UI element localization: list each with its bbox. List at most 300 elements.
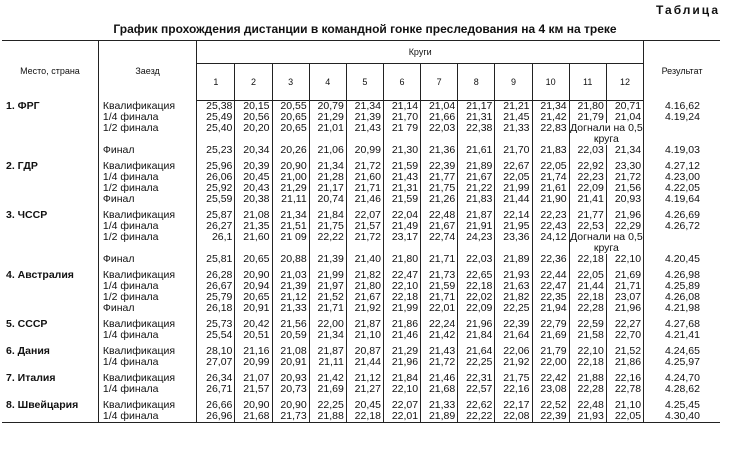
lap-time: 22,23 — [532, 210, 569, 221]
lap-time: 22,08 — [495, 411, 532, 423]
lap-time: 21,99 — [383, 303, 420, 314]
lap-time: 20,93 — [606, 194, 643, 205]
lap-time: 21,67 — [346, 292, 383, 303]
lap-time: 20,38 — [235, 194, 272, 205]
heat-name: Квалификация — [98, 101, 196, 113]
lap-time: 26,34 — [197, 373, 235, 384]
lap-time: 20,90 — [235, 400, 272, 411]
lap-time: 21,61 — [532, 183, 569, 194]
lap-time: 21,75 — [421, 183, 458, 194]
lap-time: 23,08 — [532, 384, 569, 395]
header-lap: 9 — [495, 64, 532, 101]
lap-time: 22,03 — [421, 123, 458, 145]
lap-time: 21,93 — [495, 270, 532, 281]
table-row — [2, 384, 720, 395]
lap-time: 25,79 — [197, 292, 235, 303]
header-lap: 11 — [569, 64, 606, 101]
lap-time: 21,42 — [309, 373, 346, 384]
result-time: 4.25,89 — [664, 280, 700, 292]
header-laps-group: Круги — [197, 41, 644, 64]
result-time: 4.26,69 — [664, 209, 700, 221]
lap-time: 21,61 — [458, 145, 495, 156]
lap-time: 21,34 — [272, 210, 309, 221]
lap-time: 21,66 — [421, 112, 458, 123]
lap-time: 21,84 — [309, 210, 346, 221]
results-table — [2, 40, 720, 423]
lap-time: 26,18 — [197, 303, 235, 314]
heat-name: 1/4 финала — [98, 411, 196, 423]
lap-time: 21,44 — [569, 281, 606, 292]
lap-time: 21,40 — [346, 254, 383, 265]
lap-time: 21,96 — [606, 210, 643, 221]
lap-time: 21,35 — [235, 221, 272, 232]
lap-time: 22,48 — [569, 400, 606, 411]
lap-time: 21,41 — [569, 194, 606, 205]
lap-time: 21,56 — [606, 183, 643, 194]
lap-time: 21,52 — [606, 346, 643, 357]
table-row — [2, 330, 720, 341]
lap-time: 21,44 — [495, 194, 532, 205]
result-time: 4.26,08 — [664, 291, 700, 303]
table-row — [2, 357, 720, 368]
lap-time: 20,93 — [272, 373, 309, 384]
lap-time: 21,39 — [346, 112, 383, 123]
lap-time: 21,14 — [383, 101, 420, 113]
lap-time: 20,26 — [272, 145, 309, 156]
header-lap: 6 — [383, 64, 420, 101]
lap-time: 22,52 — [532, 400, 569, 411]
lap-time: 22,28 — [569, 384, 606, 395]
team-place — [2, 172, 98, 183]
lap-time: 22,83 — [532, 123, 569, 145]
lap-time: 21,59 — [383, 161, 420, 172]
lap-time: 22,00 — [532, 357, 569, 368]
heat-name: 1/4 финала — [98, 357, 196, 368]
lap-time: 22,06 — [495, 346, 532, 357]
team-place — [2, 194, 98, 205]
lap-time: 21,69 — [309, 384, 346, 395]
table-row — [2, 145, 720, 156]
result-time: 4.19,64 — [664, 193, 700, 205]
lap-time: 21,57 — [346, 221, 383, 232]
lap-time: 20,87 — [346, 346, 383, 357]
lap-time: 22,31 — [458, 373, 495, 384]
lap-time: 22,05 — [569, 270, 606, 281]
lap-time: 21,72 — [421, 357, 458, 368]
lap-time: 20,42 — [235, 319, 272, 330]
lap-time: 21,89 — [458, 161, 495, 172]
lap-time: 21,29 — [309, 112, 346, 123]
result-time: 4.27,68 — [664, 318, 700, 330]
lap-time: 20,43 — [235, 183, 272, 194]
lap-time: 21,45 — [495, 112, 532, 123]
team-place — [2, 330, 98, 341]
lap-time: 22,57 — [458, 384, 495, 395]
team-place — [2, 112, 98, 123]
lap-time: 20,94 — [235, 281, 272, 292]
lap-time: 21,92 — [495, 357, 532, 368]
lap-time: 21,71 — [309, 303, 346, 314]
lap-time: 25,92 — [197, 183, 235, 194]
lap-time: 21,89 — [495, 254, 532, 265]
lap-time: 21 09 — [272, 232, 309, 254]
team-place — [2, 384, 98, 395]
caught-note: Догнали на 0,5 круга — [570, 122, 643, 145]
lap-time: 20,91 — [272, 357, 309, 368]
lap-time: 21,43 — [346, 123, 383, 145]
lap-time: 28,10 — [197, 346, 235, 357]
result-time: 4.19,24 — [664, 111, 700, 123]
lap-time: 25,40 — [197, 123, 235, 145]
lap-time: 21,88 — [309, 411, 346, 423]
lap-time: 20,90 — [272, 161, 309, 172]
lap-time: 21,01 — [309, 123, 346, 145]
header-lap: 12 — [606, 64, 643, 101]
team-place: 7. Италия — [2, 373, 98, 384]
header-lap: 5 — [346, 64, 383, 101]
lap-time: 23,07 — [606, 292, 643, 303]
lap-time: 25,73 — [197, 319, 235, 330]
team-place: 8. Швейцария — [2, 400, 98, 411]
result-time: 4.22,05 — [664, 182, 700, 194]
lap-time: 20,99 — [235, 357, 272, 368]
lap-time: 22,01 — [421, 303, 458, 314]
lap-time: 25,23 — [197, 145, 235, 156]
lap-time: 21,34 — [532, 101, 569, 113]
lap-time: 21,69 — [532, 330, 569, 341]
team-place — [2, 145, 98, 156]
lap-time: 21,36 — [421, 145, 458, 156]
lap-time: 21,43 — [421, 346, 458, 357]
lap-time: 21,90 — [532, 194, 569, 205]
lap-time: 21,95 — [495, 221, 532, 232]
lap-time: 20,56 — [235, 112, 272, 123]
lap-time: 22,22 — [458, 411, 495, 423]
lap-time: 26,06 — [197, 172, 235, 183]
lap-time: 21,06 — [309, 145, 346, 156]
heat-name: Квалификация — [98, 346, 196, 357]
lap-time: 21,64 — [495, 330, 532, 341]
lap-time: 21,60 — [235, 232, 272, 254]
lap-time: 22,18 — [346, 411, 383, 423]
lap-time: 25,54 — [197, 330, 235, 341]
lap-time: 21,73 — [272, 411, 309, 423]
lap-time: 20,55 — [272, 101, 309, 113]
lap-time: 20,73 — [272, 384, 309, 395]
lap-time: 22,03 — [458, 254, 495, 265]
lap-time: 22,16 — [495, 384, 532, 395]
lap-time: 21,68 — [421, 384, 458, 395]
lap-time: 21,31 — [458, 112, 495, 123]
lap-time: 21,75 — [309, 221, 346, 232]
lap-time: 21,39 — [272, 281, 309, 292]
lap-time: 22,38 — [458, 123, 495, 145]
lap-time: 24,12 — [532, 232, 569, 254]
lap-time: 21,12 — [346, 373, 383, 384]
header-lap: 3 — [272, 64, 309, 101]
result-time: 4.16,62 — [664, 99, 700, 112]
lap-time: 22,24 — [421, 319, 458, 330]
lap-time: 22,14 — [495, 210, 532, 221]
team-place — [2, 232, 98, 254]
lap-time: 21,67 — [421, 221, 458, 232]
lap-time: 21,27 — [346, 384, 383, 395]
lap-time: 22,44 — [532, 270, 569, 281]
heat-name: 1/4 финала — [98, 112, 196, 123]
lap-time: 21,22 — [458, 183, 495, 194]
caught-note: Догнали на 0,5 круга — [570, 231, 643, 254]
table-label: Таблица — [655, 3, 720, 17]
lap-time: 22,18 — [569, 254, 606, 265]
lap-time: 20,99 — [346, 145, 383, 156]
lap-time: 21,10 — [606, 400, 643, 411]
lap-time: 22,79 — [532, 319, 569, 330]
heat-name: Квалификация — [98, 270, 196, 281]
lap-time: 22,67 — [495, 161, 532, 172]
lap-time: 22,22 — [309, 232, 346, 254]
lap-time: 21,00 — [272, 172, 309, 183]
lap-time: 25,49 — [197, 112, 235, 123]
lap-time: 21,77 — [421, 172, 458, 183]
table-row — [2, 411, 720, 423]
heat-name: 1/2 финала — [98, 232, 196, 254]
lap-time: 21,92 — [346, 303, 383, 314]
lap-time: 22,10 — [569, 346, 606, 357]
heat-name: Квалификация — [98, 210, 196, 221]
lap-time: 22,05 — [495, 172, 532, 183]
lap-time: 21,34 — [606, 145, 643, 156]
lap-time: 21,10 — [346, 330, 383, 341]
lap-time: 21,34 — [309, 330, 346, 341]
lap-time: 22,18 — [569, 292, 606, 303]
team-place — [2, 303, 98, 314]
team-place — [2, 281, 98, 292]
result-time: 4.27,12 — [664, 160, 700, 172]
lap-time: 21,89 — [421, 411, 458, 423]
heat-name: 1/4 финала — [98, 384, 196, 395]
lap-time: 26,96 — [197, 411, 235, 423]
lap-time: 21,46 — [383, 330, 420, 341]
lap-time: 25,38 — [197, 101, 235, 113]
lap-time: 22,35 — [532, 292, 569, 303]
lap-time: 22,10 — [606, 254, 643, 265]
lap-time: 22,36 — [532, 254, 569, 265]
lap-time: 25,87 — [197, 210, 235, 221]
heat-name: 1/2 финала — [98, 292, 196, 303]
team-place — [2, 411, 98, 423]
lap-time: 22,59 — [569, 319, 606, 330]
lap-time: 21,08 — [272, 346, 309, 357]
lap-time: 22,25 — [309, 400, 346, 411]
lap-time: 25,59 — [197, 194, 235, 205]
lap-time: 21,83 — [458, 194, 495, 205]
lap-time: 22,07 — [346, 210, 383, 221]
heat-name: 1/4 финала — [98, 330, 196, 341]
lap-time: 22,65 — [458, 270, 495, 281]
lap-time: 21,29 — [383, 346, 420, 357]
heat-name: Финал — [98, 254, 196, 265]
team-place: 6. Дания — [2, 346, 98, 357]
lap-time: 21,42 — [421, 330, 458, 341]
header-lap: 10 — [532, 64, 569, 101]
team-place: 2. ГДР — [2, 161, 98, 172]
lap-time: 22,53 — [569, 221, 606, 232]
lap-time: 22,01 — [383, 411, 420, 423]
result-time: 4.21,98 — [664, 302, 700, 314]
lap-time: 22,05 — [606, 411, 643, 423]
header-result: Результат — [644, 41, 720, 101]
lap-time: 23,17 — [383, 232, 420, 254]
lap-time: 21,74 — [532, 172, 569, 183]
lap-time: 21,07 — [235, 373, 272, 384]
lap-time: 21,59 — [383, 194, 420, 205]
lap-time: 21,72 — [606, 172, 643, 183]
lap-time: 20,90 — [235, 270, 272, 281]
lap-time: 20,34 — [235, 145, 272, 156]
lap-time: 21,29 — [272, 183, 309, 194]
lap-time: 22,70 — [606, 330, 643, 341]
lap-time: 22,17 — [495, 400, 532, 411]
lap-time: 21,96 — [458, 319, 495, 330]
lap-time: 21,16 — [235, 346, 272, 357]
result-time: 4.25,45 — [664, 399, 700, 411]
heat-name: Финал — [98, 145, 196, 156]
result-time: 4.23,00 — [664, 171, 700, 183]
lap-time: 21,51 — [272, 221, 309, 232]
lap-time: 21,80 — [383, 254, 420, 265]
heat-name: 1/4 финала — [98, 221, 196, 232]
lap-time: 21,79 — [532, 346, 569, 357]
heat-name: Финал — [98, 194, 196, 205]
header-lap: 1 — [197, 64, 235, 101]
result-time: 4.26,72 — [664, 220, 700, 232]
lap-time: 21,72 — [346, 161, 383, 172]
lap-time: 20,51 — [235, 330, 272, 341]
lap-time: 21,72 — [346, 232, 383, 254]
lap-time: 21,28 — [309, 172, 346, 183]
lap-time: 22,47 — [532, 281, 569, 292]
lap-time: 26,28 — [197, 270, 235, 281]
lap-time: 21,33 — [495, 123, 532, 145]
lap-time: 21,04 — [421, 101, 458, 113]
result-time: 4.24,70 — [664, 372, 700, 384]
table-title: График прохождения дистанции в командной гонке преследования на 4 км на треке — [113, 22, 617, 36]
heat-name: Квалификация — [98, 400, 196, 411]
lap-time: 21,64 — [458, 346, 495, 357]
lap-time: 21,91 — [458, 221, 495, 232]
result-time: 4.24,65 — [664, 345, 700, 357]
header-lap: 4 — [309, 64, 346, 101]
result-time — [644, 123, 720, 145]
result-time: 4.28,62 — [664, 383, 700, 395]
heat-name: 1/4 финала — [98, 281, 196, 292]
lap-time: 21,46 — [346, 194, 383, 205]
lap-time: 20,15 — [235, 101, 272, 113]
lap-time: 21,59 — [421, 281, 458, 292]
lap-time: 20,90 — [272, 400, 309, 411]
team-place — [2, 221, 98, 232]
lap-time: 21,46 — [421, 373, 458, 384]
heat-name: Квалификация — [98, 319, 196, 330]
lap-time: 21,71 — [346, 183, 383, 194]
lap-time: 25,81 — [197, 254, 235, 265]
lap-time: 21,87 — [309, 346, 346, 357]
lap-time: 20,88 — [272, 254, 309, 265]
lap-time: 22,74 — [421, 232, 458, 254]
lap-time: 21,82 — [346, 270, 383, 281]
lap-time: 22,23 — [569, 172, 606, 183]
lap-time: 22,39 — [495, 319, 532, 330]
lap-time: 22,78 — [606, 384, 643, 395]
lap-time: 21,63 — [495, 281, 532, 292]
lap-time: 20,65 — [235, 254, 272, 265]
lap-time: 21,80 — [346, 281, 383, 292]
lap-time: 22,18 — [569, 357, 606, 368]
header-lap: 8 — [458, 64, 495, 101]
result-time: 4.20,45 — [664, 253, 700, 265]
lap-time: 22,02 — [458, 292, 495, 303]
lap-time: 22,25 — [495, 303, 532, 314]
lap-time: 22,28 — [569, 303, 606, 314]
table-row — [2, 232, 720, 254]
lap-time: 20,20 — [235, 123, 272, 145]
lap-time: 21,34 — [309, 161, 346, 172]
lap-time: 21,31 — [383, 183, 420, 194]
lap-time: 22,62 — [458, 400, 495, 411]
lap-time: 20,71 — [606, 101, 643, 113]
lap-time: 21,71 — [606, 281, 643, 292]
lap-time: 22,29 — [606, 221, 643, 232]
lap-time: 21,11 — [309, 357, 346, 368]
team-place: 3. ЧССР — [2, 210, 98, 221]
lap-time: 22,39 — [532, 411, 569, 423]
lap-time: 21,33 — [272, 303, 309, 314]
lap-time: 22,16 — [606, 373, 643, 384]
lap-time: 22,39 — [421, 161, 458, 172]
lap-time: 21,94 — [532, 303, 569, 314]
lap-time: 21,04 — [606, 112, 643, 123]
lap-time: 21,93 — [569, 411, 606, 423]
lap-time: 21,08 — [235, 210, 272, 221]
lap-time: 20,65 — [235, 292, 272, 303]
heat-name: Квалификация — [98, 373, 196, 384]
header-lap: 7 — [421, 64, 458, 101]
lap-time: 26,66 — [197, 400, 235, 411]
lap-time: 26,1 — [197, 232, 235, 254]
lap-time: 22,25 — [458, 357, 495, 368]
lap-time: 21,43 — [383, 172, 420, 183]
result-time: 4.21,41 — [664, 329, 700, 341]
lap-time: 22,43 — [532, 221, 569, 232]
lap-time: 26,27 — [197, 221, 235, 232]
lap-time: 21,86 — [383, 319, 420, 330]
lap-time: 21,96 — [383, 357, 420, 368]
lap-time: 21,71 — [421, 292, 458, 303]
lap-time: 20,59 — [272, 330, 309, 341]
lap-time: 21,56 — [272, 319, 309, 330]
lap-time: 21,57 — [235, 384, 272, 395]
heat-name: 1/2 финала — [98, 183, 196, 194]
lap-time: 21,49 — [383, 221, 420, 232]
lap-time: 20,39 — [235, 161, 272, 172]
lap-time: 22,04 — [383, 210, 420, 221]
result-time: 4.25,97 — [664, 356, 700, 368]
lap-time: 22,07 — [383, 400, 420, 411]
table-row — [2, 254, 720, 265]
lap-time: 21,86 — [606, 357, 643, 368]
lap-time: 21,83 — [532, 145, 569, 156]
lap-time: 22,42 — [532, 373, 569, 384]
